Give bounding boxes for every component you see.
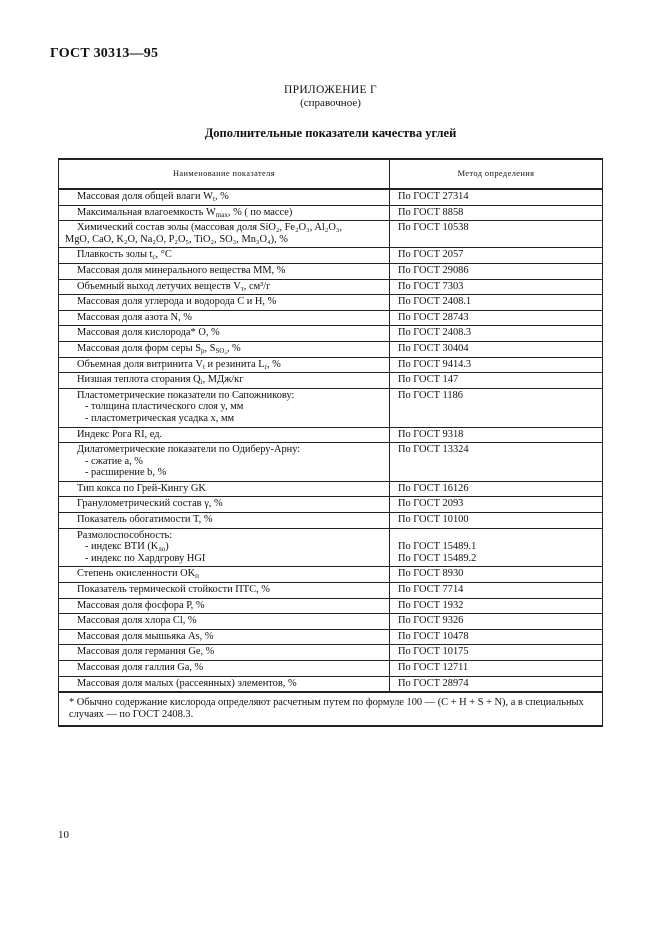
table-row — [59, 248, 603, 264]
indicator-name: Химический состав золы (массовая доля SiO₂, Fe₂O₃, Al₂O₃, MgO, CaO, K₂O, Na₂O, P₂O₅, TiO₂, SO₃, Mn₃O₄), % — [59, 221, 390, 248]
method-cell: По ГОСТ 28743 — [390, 310, 603, 326]
table-row — [59, 528, 603, 567]
table-row — [59, 263, 603, 279]
table-header-row — [59, 159, 603, 189]
method-cell: По ГОСТ 8930 — [390, 567, 603, 583]
column-header-indicator: Наименование показателя — [59, 159, 390, 189]
table-row — [59, 310, 603, 326]
table-row — [59, 497, 603, 513]
table-row — [59, 357, 603, 373]
table-row — [59, 205, 603, 221]
method-cell: По ГОСТ 2408.3 — [390, 326, 603, 342]
indicator-name: Объемная доля витринита $V_t$ и резинита $L_r$, % — [59, 357, 390, 373]
method-cell: По ГОСТ 1932 — [390, 598, 603, 614]
indicator-name: Объемный выход летучих веществ $V_т$, см³/г — [59, 279, 390, 295]
table-footnote-row — [59, 692, 603, 726]
indicator-name: Массовая доля общей влаги $W_t$, % — [59, 189, 390, 205]
table-row — [59, 629, 603, 645]
page-number: 10 — [58, 829, 69, 841]
indicator-name: Гранулометрический состав γ, % — [59, 497, 390, 513]
indicator-name: Показатель обогатимости T, % — [59, 513, 390, 529]
indicator-name: Показатель термической стойкости ПТС, % — [59, 583, 390, 599]
method-cell: По ГОСТ 13324 — [390, 443, 603, 482]
method-cell: По ГОСТ 27314 — [390, 189, 603, 205]
indicator-name: Размолоспособность: - индекс ВТИ $(K_{ло})$ - индекс по Хардгрову HGI — [59, 528, 390, 567]
indicator-name: Пластометрические показатели по Сапожникову: - толщина пластического слоя y, мм - пластометрическая усадка x, мм — [59, 388, 390, 427]
indicator-name: Массовая доля минерального вещества MM, % — [59, 263, 390, 279]
method-cell: По ГОСТ 7303 — [390, 279, 603, 295]
indicator-name: Массовая доля хлора Cl, % — [59, 614, 390, 630]
table-row — [59, 513, 603, 529]
method-cell: По ГОСТ 10100 — [390, 513, 603, 529]
method-cell: По ГОСТ 8858 — [390, 205, 603, 221]
method-cell: По ГОСТ 29086 — [390, 263, 603, 279]
table-row — [59, 567, 603, 583]
method-cell: По ГОСТ 12711 — [390, 661, 603, 677]
method-cell: По ГОСТ 2093 — [390, 497, 603, 513]
table-row — [59, 427, 603, 443]
table-row — [59, 676, 603, 692]
method-cell: По ГОСТ 9326 — [390, 614, 603, 630]
method-cell: По ГОСТ 16126 — [390, 481, 603, 497]
table-row — [59, 221, 603, 248]
method-cell: По ГОСТ 30404 — [390, 341, 603, 357]
table-row — [59, 326, 603, 342]
indicator-name: Максимальная влагоемкость $W_{max}$, % ( по массе) — [59, 205, 390, 221]
indicator-name: Массовая доля углерода и водорода С и Н, % — [59, 295, 390, 311]
table-row — [59, 295, 603, 311]
method-cell: По ГОСТ 2408.1 — [390, 295, 603, 311]
indicator-name: Плавкость золы $t_c$, °C — [59, 248, 390, 264]
table-row — [59, 341, 603, 357]
table-row — [59, 189, 603, 205]
table-row — [59, 388, 603, 427]
indicator-name: Массовая доля малых (рассеянных) элементов, % — [59, 676, 390, 692]
table-row — [59, 598, 603, 614]
table-row — [59, 443, 603, 482]
table-row — [59, 583, 603, 599]
method-cell: По ГОСТ 10478 — [390, 629, 603, 645]
sub-item: - индекс ВТИ $(K_{ло})$ — [85, 541, 169, 554]
indicator-name: Тип кокса по Грей-Кингу GK — [59, 481, 390, 497]
table-row — [59, 661, 603, 677]
table-row — [59, 645, 603, 661]
method-cell: По ГОСТ 2057 — [390, 248, 603, 264]
indicator-name: Массовая доля галлия Ga, % — [59, 661, 390, 677]
method-cell: По ГОСТ 28974 — [390, 676, 603, 692]
indicator-name: Массовая доля германия Ge, % — [59, 645, 390, 661]
method-cell: По ГОСТ 10175 — [390, 645, 603, 661]
column-header-method: Метод определения — [390, 159, 603, 189]
sub-item: - толщина пластического слоя y, мм — [85, 401, 244, 413]
sub-item: - пластометрическая усадка x, мм — [85, 412, 235, 424]
table-row — [59, 614, 603, 630]
table-row — [59, 373, 603, 389]
indicator-name: Дилатометрические показатели по Одиберу-Арну: - сжатие a, % - расширение b, % — [59, 443, 390, 482]
appendix-subtitle: (справочное) — [300, 97, 361, 109]
table-row — [59, 279, 603, 295]
sub-item: - расширение b, % — [85, 467, 167, 479]
method-cell: По ГОСТ 147 — [390, 373, 603, 389]
footnote: * Обычно содержание кислорода определяют расчетным путем по формуле 100 — (С + Н + S + N), а в специальных случаях — по ГОСТ 2408.3. — [59, 692, 603, 726]
sub-item: - индекс по Хардгрову HGI — [85, 552, 206, 564]
indicator-name: Степень окисленности $OK_п$ — [59, 567, 390, 583]
indicator-name: Массовая доля мышьяка As, % — [59, 629, 390, 645]
sub-item: - сжатие a, % — [85, 455, 143, 467]
indicator-name: Низшая теплота сгорания $Q_i$, МДж/кг — [59, 373, 390, 389]
indicator-name: Массовая доля кислорода* О, % — [59, 326, 390, 342]
document-code: ГОСТ 30313—95 — [50, 46, 159, 61]
indicator-name: Массовая доля азота N, % — [59, 310, 390, 326]
indicator-name: Индекс Рогa RI, ед. — [59, 427, 390, 443]
method-cell: По ГОСТ 10538 — [390, 221, 603, 248]
table-title: Дополнительные показатели качества углей — [204, 126, 457, 140]
indicator-name: Массовая доля фосфора Р, % — [59, 598, 390, 614]
method-cell: По ГОСТ 9318 — [390, 427, 603, 443]
table-row — [59, 481, 603, 497]
method-cell: По ГОСТ 9414.3 — [390, 357, 603, 373]
method-cell: По ГОСТ 15489.1 По ГОСТ 15489.2 — [390, 528, 603, 567]
appendix-title: ПРИЛОЖЕНИЕ Г — [284, 84, 377, 96]
method-cell: По ГОСТ 7714 — [390, 583, 603, 599]
indicator-name: Массовая доля форм серы $S_p$, $S_{SO_4}$, % — [59, 341, 390, 357]
method-cell: По ГОСТ 1186 — [390, 388, 603, 427]
quality-indicators-table — [58, 158, 603, 727]
